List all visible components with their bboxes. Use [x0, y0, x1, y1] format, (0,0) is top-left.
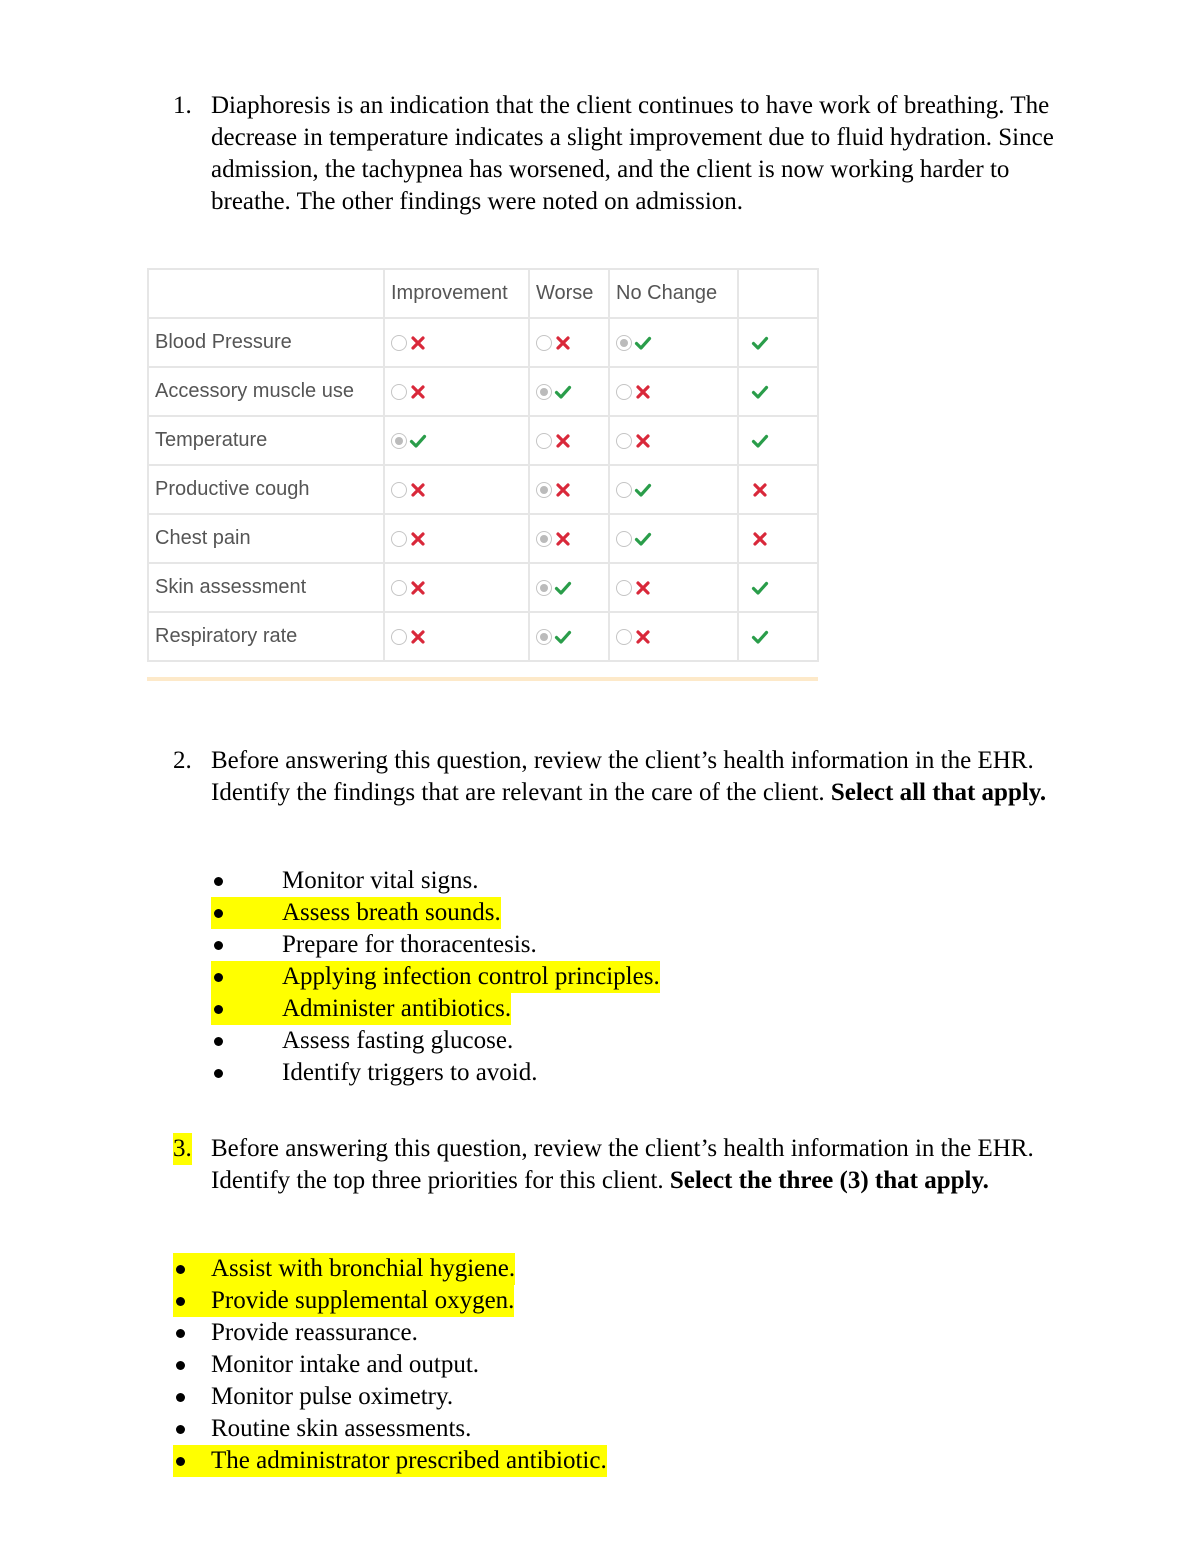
cell-improvement [384, 612, 529, 661]
table-row [148, 563, 818, 612]
list-item [211, 1025, 660, 1057]
table-header-row [148, 269, 818, 318]
cell-result [738, 514, 818, 563]
x-icon [554, 432, 572, 450]
radio-button[interactable] [536, 335, 552, 351]
question-2 [173, 745, 1073, 809]
radio-button[interactable] [536, 629, 552, 645]
check-icon [409, 432, 427, 450]
x-icon [634, 628, 652, 646]
check-icon [751, 628, 769, 646]
row-label: Respiratory rate [148, 612, 384, 661]
bullet-icon [214, 1069, 223, 1078]
list-item [173, 1253, 607, 1285]
table-row [148, 514, 818, 563]
bullet-icon [176, 1329, 185, 1338]
list-item [173, 1413, 607, 1445]
bullet-icon [176, 1425, 185, 1434]
option-text: Routine skin assessments. [211, 1415, 472, 1442]
cell-result [738, 563, 818, 612]
cell-improvement [384, 465, 529, 514]
check-icon [554, 383, 572, 401]
check-icon [634, 530, 652, 548]
radio-button[interactable] [616, 335, 632, 351]
cell-improvement [384, 367, 529, 416]
option-text: Monitor intake and output. [211, 1351, 480, 1378]
check-icon [751, 432, 769, 450]
bullet-icon [214, 941, 223, 950]
cell-result [738, 612, 818, 661]
header-improvement: Improvement [384, 269, 529, 318]
cell-improvement [384, 514, 529, 563]
cell-no-change [609, 514, 738, 563]
question-2-options [211, 865, 660, 1089]
option-text: The administrator prescribed antibiotic. [211, 1447, 607, 1474]
check-icon [751, 334, 769, 352]
x-icon [554, 481, 572, 499]
question-3-options [173, 1253, 607, 1477]
list-item [173, 1317, 607, 1349]
question-text: Diaphoresis is an indication that the client continues to have work of breathing. The decrease in temperature indicates a slight improvement due to fluid hydration. Since admission, the tachypnea has worsened, and the client is now working harder to breathe. The other findings were noted on admission. [211, 92, 1054, 215]
bullet-icon [176, 1361, 185, 1370]
row-label: Blood Pressure [148, 318, 384, 367]
radio-button[interactable] [391, 580, 407, 596]
header-no-change: No Change [609, 269, 738, 318]
x-icon [409, 579, 427, 597]
bullet-icon [214, 1005, 223, 1014]
list-item [211, 929, 660, 961]
table-row [148, 612, 818, 661]
check-icon [634, 481, 652, 499]
list-item [173, 1349, 607, 1381]
check-icon [751, 383, 769, 401]
option-text: Identify triggers to avoid. [282, 1059, 538, 1086]
radio-button[interactable] [536, 531, 552, 547]
radio-button[interactable] [616, 531, 632, 547]
question-number: 2. [173, 747, 192, 774]
cell-result [738, 367, 818, 416]
radio-button[interactable] [616, 433, 632, 449]
radio-button[interactable] [536, 384, 552, 400]
table-row [148, 318, 818, 367]
cell-worse [529, 318, 609, 367]
cell-no-change [609, 612, 738, 661]
cell-no-change [609, 367, 738, 416]
x-icon [409, 383, 427, 401]
cell-result [738, 318, 818, 367]
radio-button[interactable] [391, 384, 407, 400]
bullet-icon [214, 877, 223, 886]
list-item [211, 897, 660, 929]
header-blank [148, 269, 384, 318]
cell-improvement [384, 563, 529, 612]
option-text: Monitor vital signs. [282, 867, 479, 894]
cell-worse [529, 514, 609, 563]
question-prompt: Before answering this question, review the client’s health information in the EHR. Identify the top three priorities for this client. [211, 1135, 1034, 1194]
bullet-icon [176, 1393, 185, 1402]
cell-no-change [609, 563, 738, 612]
radio-button[interactable] [391, 335, 407, 351]
question-number: 3. [173, 1133, 192, 1165]
cell-worse [529, 563, 609, 612]
list-item [211, 1057, 660, 1089]
x-icon [409, 628, 427, 646]
radio-button[interactable] [391, 482, 407, 498]
cell-no-change [609, 318, 738, 367]
option-text: Provide supplemental oxygen. [211, 1287, 515, 1314]
question-prompt: Before answering this question, review the client’s health information in the EHR. Identify the findings that are relevant in the care of the client. [211, 747, 1034, 806]
radio-button[interactable] [616, 580, 632, 596]
question-text [211, 745, 1073, 809]
bullet-icon [176, 1297, 185, 1306]
check-icon [634, 334, 652, 352]
radio-button[interactable] [616, 384, 632, 400]
bullet-icon [176, 1457, 185, 1466]
x-icon [634, 383, 652, 401]
option-text: Monitor pulse oximetry. [211, 1383, 454, 1410]
table-row [148, 465, 818, 514]
bullet-icon [214, 1037, 223, 1046]
list-item [173, 1285, 607, 1317]
bullet-icon [214, 973, 223, 982]
x-icon [751, 481, 769, 499]
header-result [738, 269, 818, 318]
list-item [173, 1381, 607, 1413]
radio-button[interactable] [536, 482, 552, 498]
cell-worse [529, 612, 609, 661]
list-item [173, 1445, 607, 1477]
radio-button[interactable] [391, 629, 407, 645]
cell-worse [529, 416, 609, 465]
table-row [148, 367, 818, 416]
check-icon [554, 628, 572, 646]
cell-worse [529, 465, 609, 514]
radio-button[interactable] [536, 580, 552, 596]
row-label: Skin assessment [148, 563, 384, 612]
check-icon [751, 579, 769, 597]
row-label: Temperature [148, 416, 384, 465]
header-worse: Worse [529, 269, 609, 318]
assessment-matrix-table [147, 268, 819, 662]
row-label: Productive cough [148, 465, 384, 514]
row-label: Chest pain [148, 514, 384, 563]
bullet-icon [214, 909, 223, 918]
option-text: Assist with bronchial hygiene. [211, 1255, 516, 1282]
bullet-icon [176, 1265, 185, 1274]
table-bottom-border [147, 677, 818, 681]
radio-button[interactable] [391, 531, 407, 547]
option-text: Assess breath sounds. [282, 899, 501, 926]
question-number: 1. [173, 92, 192, 119]
option-text: Provide reassurance. [211, 1319, 418, 1346]
radio-button[interactable] [391, 433, 407, 449]
question-1 [173, 90, 1073, 218]
question-text [211, 1133, 1073, 1197]
table-row [148, 416, 818, 465]
cell-result [738, 465, 818, 514]
cell-no-change [609, 465, 738, 514]
question-instruction: Select all that apply. [830, 779, 1047, 806]
x-icon [554, 530, 572, 548]
option-text: Prepare for thoracentesis. [282, 931, 537, 958]
option-text: Assess fasting glucose. [282, 1027, 514, 1054]
cell-improvement [384, 416, 529, 465]
x-icon [409, 530, 427, 548]
row-label: Accessory muscle use [148, 367, 384, 416]
x-icon [409, 481, 427, 499]
question-instruction: Select the three (3) that apply. [669, 1167, 989, 1194]
cell-worse [529, 367, 609, 416]
check-icon [554, 579, 572, 597]
radio-button[interactable] [616, 482, 632, 498]
x-icon [634, 432, 652, 450]
option-text: Applying infection control principles. [282, 963, 660, 990]
cell-no-change [609, 416, 738, 465]
radio-button[interactable] [536, 433, 552, 449]
list-item [211, 961, 660, 993]
list-item [211, 993, 660, 1025]
x-icon [751, 530, 769, 548]
cell-result [738, 416, 818, 465]
question-3 [173, 1133, 1073, 1197]
x-icon [554, 334, 572, 352]
option-text: Administer antibiotics. [282, 995, 512, 1022]
list-item [211, 865, 660, 897]
radio-button[interactable] [616, 629, 632, 645]
x-icon [409, 334, 427, 352]
x-icon [634, 579, 652, 597]
cell-improvement [384, 318, 529, 367]
